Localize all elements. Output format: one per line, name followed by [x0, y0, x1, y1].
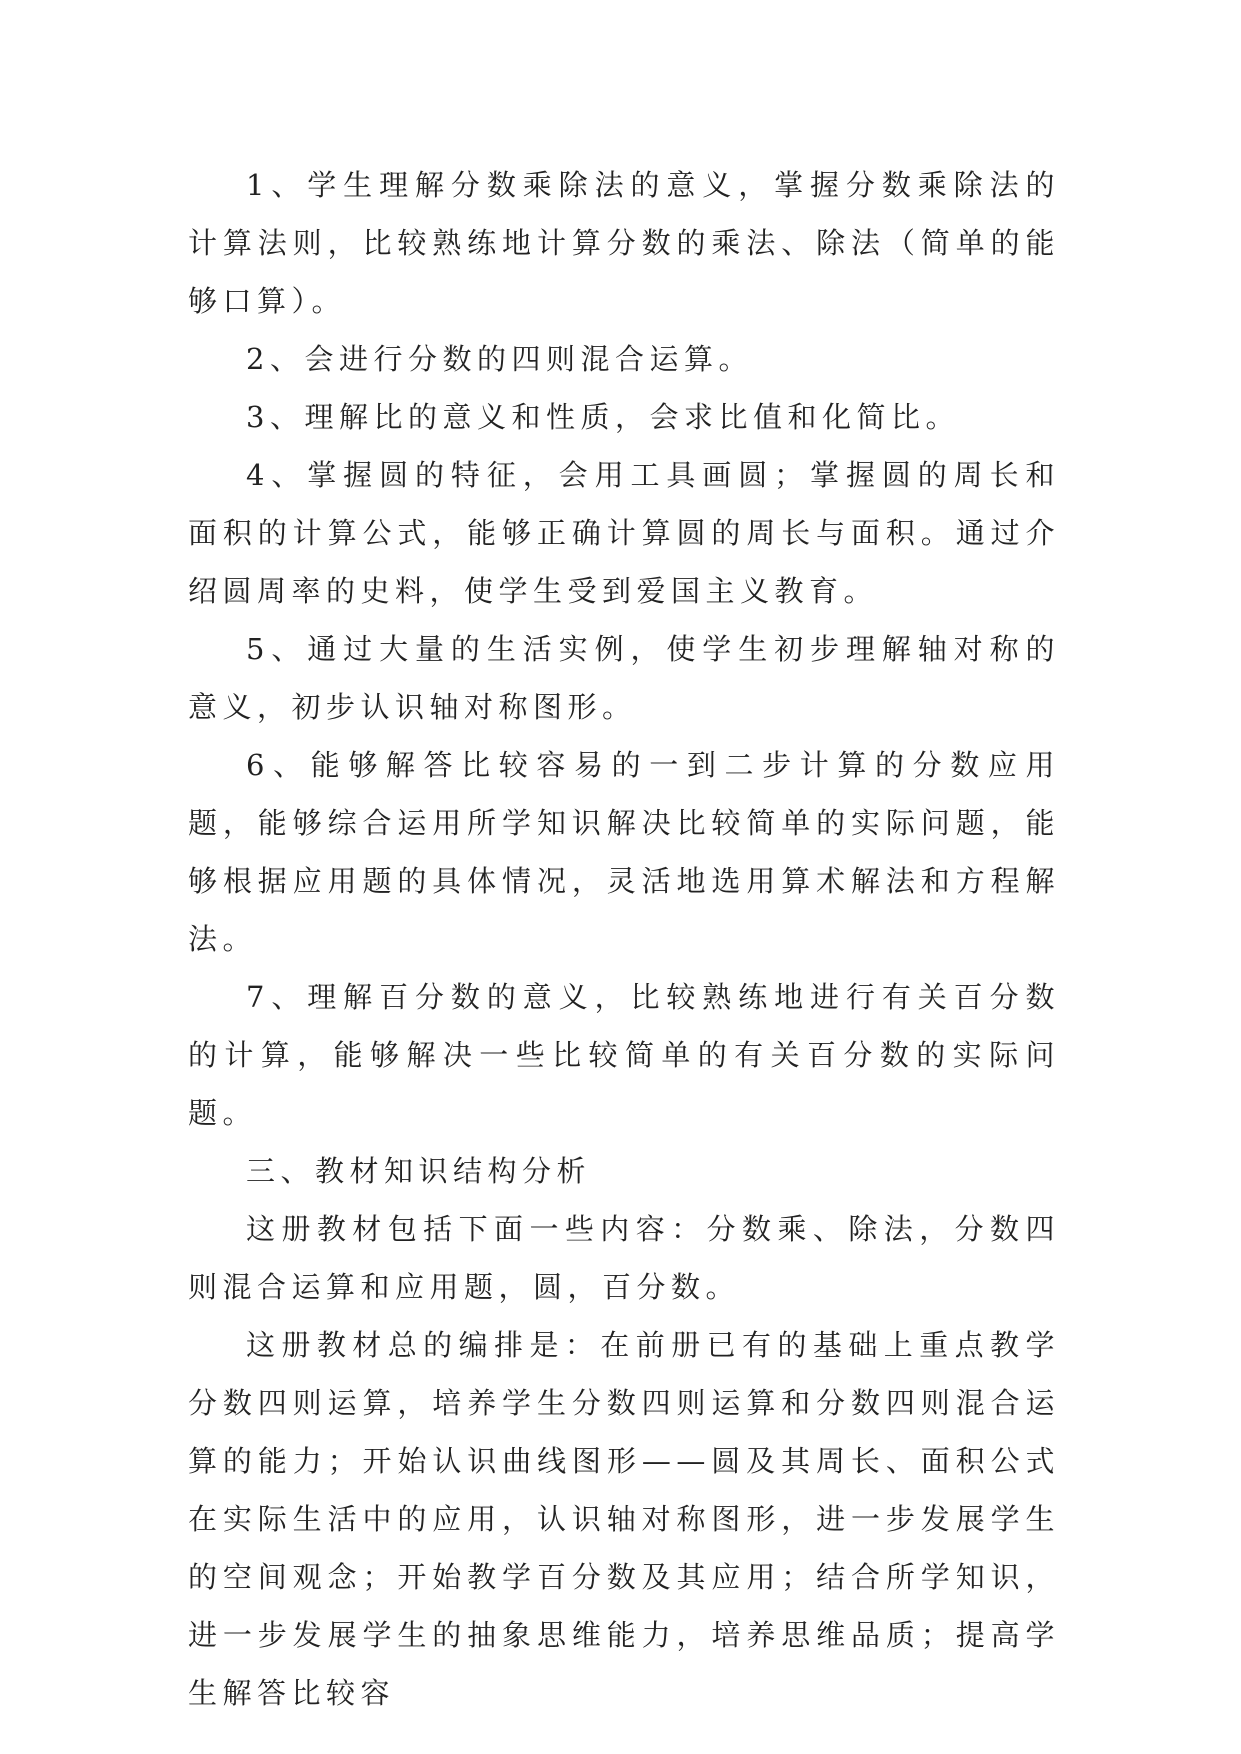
paragraph-goal-4: 4、掌握圆的特征，会用工具画圆；掌握圆的周长和面积的计算公式，能够正确计算圆的周长与面积。通过介绍圆周率的史料，使学生受到爱国主义教育。 — [188, 458, 1060, 608]
paragraph-goal-5: 5、通过大量的生活实例，使学生初步理解轴对称的意义，初步认识轴对称图形。 — [188, 632, 1060, 724]
document-body — [188, 156, 1060, 1722]
paragraph-goal-3: 3、理解比的意义和性质，会求比值和化简比。 — [246, 400, 960, 434]
paragraph-arrangement: 这册教材总的编排是：在前册已有的基础上重点教学分数四则运算，培养学生分数四则运算和分数四则混合运算的能力；开始认识曲线图形——圆及其周长、面积公式在实际生活中的应用，认识轴对称图形，进一步发展学生的空间观念；开始教学百分数及其应用；结合所学知识，进一步发展学生的抽象思维能力，培养思维品质；提高学生解答比较容 — [188, 1328, 1060, 1710]
paragraph-goal-2: 2、会进行分数的四则混合运算。 — [246, 342, 753, 376]
paragraph-goal-6: 6、能够解答比较容易的一到二步计算的分数应用题，能够综合运用所学知识解决比较简单的实际问题，能够根据应用题的具体情况，灵活地选用算术解法和方程解法。 — [188, 748, 1060, 956]
paragraph-goal-1: 1、学生理解分数乘除法的意义，掌握分数乘除法的计算法则，比较熟练地计算分数的乘法、除法（简单的能够口算）。 — [188, 168, 1060, 318]
paragraph-goal-7: 7、理解百分数的意义，比较熟练地进行有关百分数的计算，能够解决一些比较简单的有关百分数的实际问题。 — [188, 980, 1060, 1130]
paragraph-content-overview: 这册教材包括下面一些内容：分数乘、除法，分数四则混合运算和应用题，圆，百分数。 — [188, 1212, 1060, 1304]
section-heading: 三、教材知识结构分析 — [246, 1154, 592, 1188]
